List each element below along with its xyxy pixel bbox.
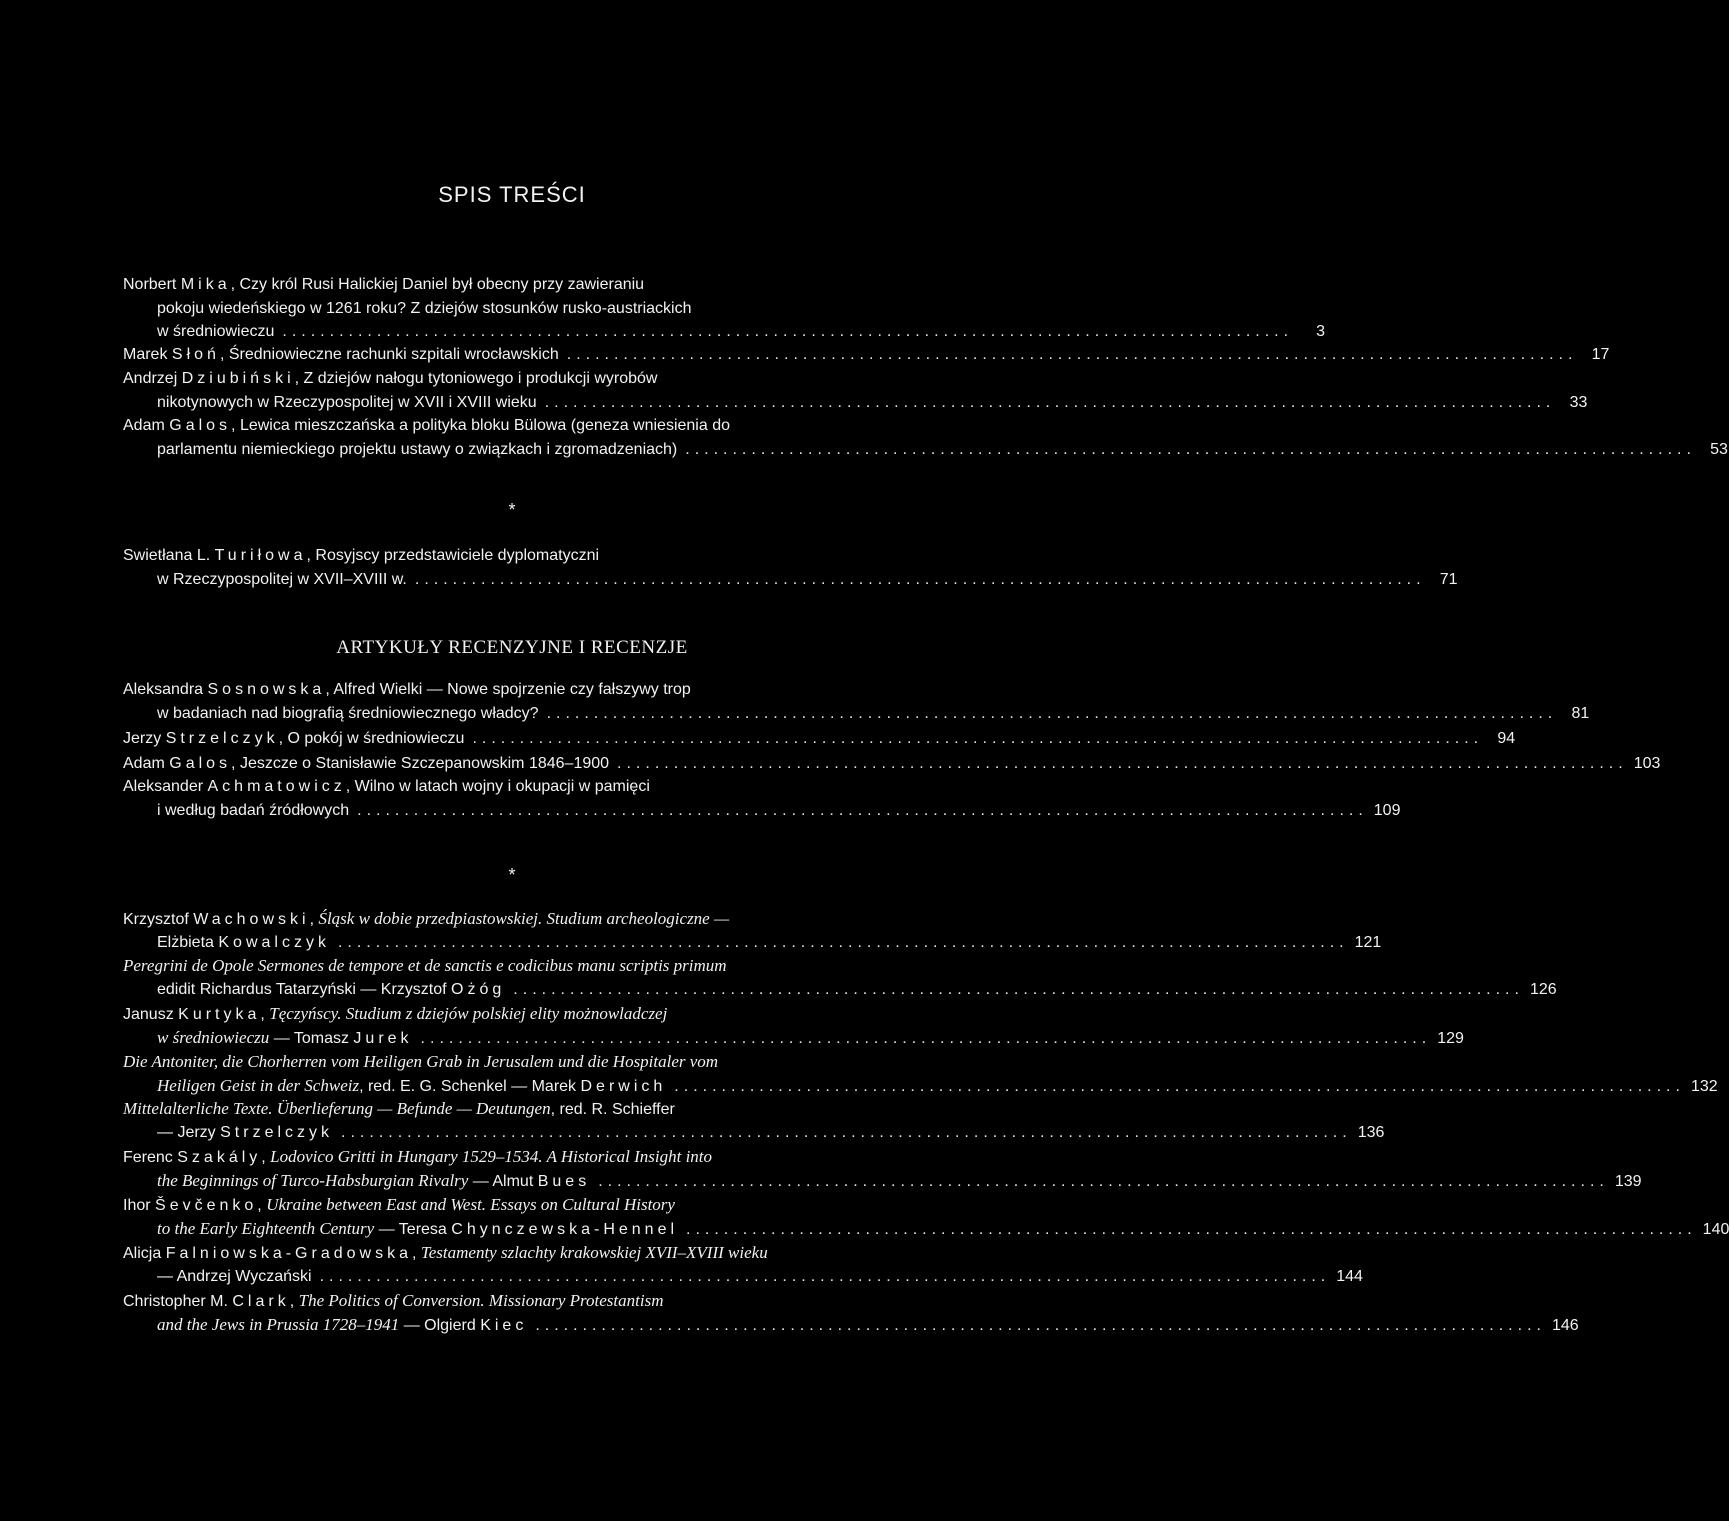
author-first: Ferenc: [123, 1149, 173, 1166]
page-number: 126: [1529, 980, 1557, 998]
leader-dots: ...........................................................................................................: [420, 1029, 1432, 1047]
reviewer-last: Ożóg: [451, 980, 506, 998]
author-last: Falniowska-Gradowska: [165, 1245, 412, 1262]
leader-dots: ...........................................................................................................: [337, 933, 1349, 951]
author-first: Aleksander: [123, 778, 204, 795]
page-number: 146: [1551, 1316, 1579, 1334]
author-last: Dziubiński: [181, 370, 295, 387]
entry-title: Tęczyńscy. Studium z dziejów polskiej elity możnowladczej: [269, 1004, 668, 1023]
leader-dots: ...........................................................................................................: [513, 980, 1524, 998]
entry-title: Rosyjscy przedstawiciele dyplomatyczni: [315, 547, 600, 564]
leader-dots: ...........................................................................................................: [414, 570, 1426, 588]
author-last: Clark: [232, 1293, 290, 1310]
leader-dots: ...........................................................................................................: [544, 393, 1556, 411]
author-last: Wachowski: [193, 911, 310, 928]
page-number: 136: [1357, 1123, 1385, 1141]
author-first: Aleksandra: [123, 681, 204, 698]
toc-entry-clark[interactable]: Christopher M. Clark, The Politics of Conversion. Missionary Protestantism and the Jews in Prussia 1728–1941 — Olgierd Kiec ........................................................................................................... 146: [123, 1289, 898, 1336]
toc-entry-galos-1[interactable]: Adam Galos, Lewica mieszczańska a polityka bloku Bülowa (geneza wniesienia do parlamentu niemieckiego projektu ustawy o związkach i zgromadzeniach) ........................................................................................................... 53: [123, 414, 898, 461]
toc-entry-dziubinski[interactable]: Andrzej Dziubiński, Z dziejów nałogu tytoniowego i produkcji wyrobów nikotynowych w Rzeczypospolitej w XVII i XVIII wieku ........................................................................................................... 33: [123, 367, 898, 414]
author-last: Kurtyka: [178, 1006, 261, 1023]
reviewer-first: — Jerzy: [157, 1123, 216, 1141]
author-last: Strzelczyk: [165, 730, 279, 747]
leader-dots: ...........................................................................................................: [282, 323, 1294, 340]
leader-dots: ...........................................................................................................: [535, 1316, 1546, 1334]
author-last: Galos: [169, 755, 232, 772]
entry-title: Testamenty szlachty krakowskiej XVII–XVIII wieku: [420, 1243, 768, 1262]
entry-title: Wilno w latach wojny i okupacji w pamięci: [354, 778, 650, 795]
entry-title: Średniowieczne rachunki szpitali wrocławskich: [228, 346, 559, 363]
toc-entry-sevcenko[interactable]: Ihor Ševčenko, Ukraine between East and West. Essays on Cultural History to the Early Eighteenth Century — Teresa Chynczewska-Hennel ........................................................................................................... 140: [123, 1193, 898, 1240]
page-number: 140: [1702, 1220, 1729, 1238]
entry-title-cont: w badaniach nad biografią średniowiecznego władcy?: [157, 704, 539, 722]
entry-title: Lewica mieszczańska a polityka bloku Bülowa (geneza wniesienia do: [239, 417, 730, 434]
entry-title-cont: w średniowieczu: [157, 1027, 270, 1047]
author-first: Christopher M.: [123, 1293, 228, 1310]
toc-entry-mika[interactable]: Norbert Mika, Czy król Rusi Halickiej Daniel był obecny przy zawieraniu pokoju wiedeńskiego w 1261 roku? Z dziejów stosunków rusko-austriackich w średniowieczu ........................................................................................................... 3: [123, 273, 898, 344]
leader-dots: ...........................................................................................................: [341, 1123, 1352, 1141]
page-number: 139: [1614, 1172, 1642, 1190]
leader-dots: ...........................................................................................................: [546, 704, 1558, 722]
reviewer-last: Bues: [537, 1172, 591, 1190]
author-last: Mika: [180, 276, 231, 293]
page-number: 53: [1710, 440, 1728, 458]
leader-dots: ...........................................................................................................: [566, 346, 1578, 363]
author-first: Marek: [123, 346, 168, 363]
entry-title: Lodovico Gritti in Hungary 1529–1534. A Historical Insight into: [270, 1147, 713, 1166]
leader-dots: ...........................................................................................................: [598, 1172, 1609, 1190]
author-last: Sosnowska: [207, 681, 326, 698]
entry-title-cont: parlamentu niemieckiego projektu ustawy o związkach i zgromadzeniach): [157, 440, 678, 458]
toc-entry-slon[interactable]: Marek Słoń, Średniowieczne rachunki szpitali wrocławskich ........................................................................................................... 17: [123, 343, 898, 367]
author-first: Alicja: [123, 1245, 162, 1262]
author-first: Andrzej: [123, 370, 178, 387]
toc-entry-kurtyka[interactable]: Janusz Kurtyka, Tęczyńscy. Studium z dziejów polskiej elity możnowladczej w średniowieczu — Tomasz Jurek ........................................................................................................... 129: [123, 1002, 898, 1049]
author-first: Janusz: [123, 1006, 174, 1023]
author-last: Słoń: [171, 346, 220, 363]
reviewer-first: — Tomasz: [273, 1029, 349, 1047]
page-number: 129: [1437, 1029, 1464, 1047]
separator-asterisk: *: [508, 500, 516, 520]
entry-title: Z dziejów nałogu tytoniowego i produkcji wyrobów: [303, 370, 658, 387]
page-number: 109: [1373, 801, 1401, 819]
entry-title-cont: to the Early Eighteenth Century: [157, 1218, 375, 1238]
separator-asterisk: *: [508, 865, 516, 885]
toc-entry-galos-2[interactable]: Adam Galos, Jeszcze o Stanisławie Szczepanowskim 1846–1900 ........................................................................................................... 103: [123, 752, 898, 776]
author-last: Achmatowicz: [207, 778, 346, 795]
entry-title-cont: w średniowieczu: [157, 323, 275, 340]
author-first: Norbert: [123, 276, 177, 293]
page-number: 3: [1316, 323, 1326, 340]
page-title: SPIS TREŚCI: [438, 182, 586, 207]
reviewer-last: Kowalczyk: [218, 933, 330, 951]
entry-title-cont: the Beginnings of Turco-Habsburgian Rivalry: [157, 1170, 469, 1190]
entry-title-cont: and the Jews in Prussia 1728–1941: [157, 1314, 400, 1334]
leader-dots: ...........................................................................................................: [617, 755, 1628, 772]
reviewer-first: Elżbieta: [157, 933, 214, 951]
entry-title-cont: edidit Richardus Tatarzyński — Krzysztof: [157, 980, 447, 998]
entry-title: Czy król Rusi Halickiej Daniel był obecny przy zawieraniu: [239, 276, 645, 293]
page-number: 81: [1571, 704, 1590, 722]
toc-entry-strzelczyk[interactable]: Jerzy Strzelczyk, O pokój w średniowieczu ........................................................................................................... 94: [123, 727, 898, 751]
reviewer-first: — Olgierd: [403, 1316, 476, 1334]
toc-entry-turilowa[interactable]: Swietłana L. Turiłowa, Rosyjscy przedstawiciele dyplomatyczni w Rzeczypospolitej w XVII–XVIII w. ........................................................................................................... 71: [123, 544, 898, 591]
author-first: Adam: [123, 417, 165, 434]
entry-title-cont: nikotynowych w Rzeczypospolitej w XVII i XVIII wieku: [157, 393, 537, 411]
leader-dots: ...........................................................................................................: [472, 730, 1484, 747]
author-last: Galos: [169, 417, 232, 434]
toc-entry-falniowska[interactable]: Alicja Falniowska-Gradowska, Testamenty szlachty krakowskiej XVII–XVIII wieku — Andrzej Wyczański ........................................................................................................... 144: [123, 1241, 898, 1288]
editor-info: , red. R. Schieffer: [550, 1101, 675, 1118]
editor-info: , red. E. G. Schenkel — Marek: [359, 1077, 577, 1095]
entry-title: Die Antoniter, die Chorherren vom Heiligen Grab in Jerusalem und die Hospitaler vom: [123, 1052, 719, 1071]
reviewer-last: Strzelczyk: [220, 1123, 334, 1141]
author-first: Jerzy: [123, 730, 162, 747]
entry-title: The Politics of Conversion. Missionary Protestantism: [298, 1291, 664, 1310]
author-last: Ševčenko: [155, 1197, 258, 1214]
page-number: 144: [1336, 1267, 1363, 1285]
toc-entry-sosnowska[interactable]: Aleksandra Sosnowska, Alfred Wielki — Nowe spojrzenie czy fałszywy trop w badaniach nad biografią średniowiecznego władcy? ........................................................................................................... 81: [123, 678, 898, 725]
toc-entry-mittelalterliche[interactable]: [123, 1097, 1385, 1144]
toc-entry-achmatowicz[interactable]: Aleksander Achmatowicz, Wilno w latach wojny i okupacji w pamięci i według badań źródłowych ........................................................................................................... 109: [123, 775, 898, 822]
author-first: Ihor: [123, 1197, 151, 1214]
entry-title-cont: Heiligen Geist in der Schweiz: [157, 1075, 360, 1095]
reviewer-last: Derwich: [580, 1077, 667, 1095]
entry-title-cont: pokoju wiedeńskiego w 1261 roku? Z dziejów stosunków rusko-austriackich: [157, 299, 692, 317]
leader-dots: ...........................................................................................................: [685, 440, 1696, 458]
page-number: 121: [1354, 933, 1382, 951]
entry-title: Alfred Wielki — Nowe spojrzenie czy fałszywy trop: [333, 681, 691, 698]
reviewer-last: Jurek: [353, 1029, 413, 1047]
reviewer-first: — Almut: [472, 1172, 534, 1190]
entry-title-cont: w Rzeczypospolitej w XVII–XVIII w.: [157, 570, 407, 588]
page-number: 17: [1591, 346, 1610, 363]
leader-dots: ...........................................................................................................: [686, 1220, 1697, 1238]
author-first: Adam: [123, 755, 165, 772]
leader-dots: ...........................................................................................................: [674, 1077, 1685, 1095]
entry-title: Śląsk w dobie przedpiastowskiej. Studium archeologiczne —: [318, 909, 730, 928]
toc-entry-wachowski[interactable]: Krzysztof Wachowski, Śląsk w dobie przedpiastowskiej. Studium archeologiczne — Elżbieta Kowalczyk ........................................................................................................... 121: [123, 907, 898, 954]
author-last: Szakály: [177, 1149, 262, 1166]
page-number: 94: [1497, 730, 1516, 747]
toc-entry-szakaly[interactable]: Ferenc Szakály, Lodovico Gritti in Hungary 1529–1534. A Historical Insight into the Beginnings of Turco-Habsburgian Rivalry — Almut Bues ........................................................................................................... 139: [123, 1145, 898, 1192]
reviewer-last: Kiec: [480, 1316, 528, 1334]
toc-entry-peregrini[interactable]: [123, 954, 1557, 1001]
entry-title-cont: i według badań źródłowych: [157, 801, 350, 819]
entry-title: Jeszcze o Stanisławie Szczepanowskim 1846–1900: [239, 755, 610, 772]
reviewer-first: — Teresa: [378, 1220, 447, 1238]
section-title-reviews: ARTYKUŁY RECENZYJNE I RECENZJE: [336, 637, 688, 658]
page-number: 132: [1690, 1077, 1718, 1095]
page-number: 103: [1633, 755, 1661, 772]
entry-title: Ukraine between East and West. Essays on Cultural History: [266, 1195, 675, 1214]
reviewer-last: Chynczewska-Hennel: [451, 1220, 679, 1238]
author-first: Swietłana L.: [123, 547, 211, 564]
toc-entry-antoniter[interactable]: [123, 1050, 1718, 1097]
entry-title: Mittelalterliche Texte. Überlieferung — Befunde — Deutungen: [123, 1099, 551, 1118]
entry-title: O pokój w średniowieczu: [287, 730, 465, 747]
page-number: 71: [1439, 570, 1458, 588]
author-first: Krzysztof: [123, 911, 189, 928]
leader-dots: ...........................................................................................................: [357, 801, 1368, 819]
page-number: 33: [1569, 393, 1588, 411]
entry-title: Peregrini de Opole Sermones de tempore et de sanctis e codicibus manu scriptis primum: [123, 956, 727, 975]
leader-dots: ...........................................................................................................: [319, 1267, 1331, 1285]
author-last: Turiłowa: [214, 547, 307, 564]
reviewer: — Andrzej Wyczański: [157, 1267, 312, 1285]
